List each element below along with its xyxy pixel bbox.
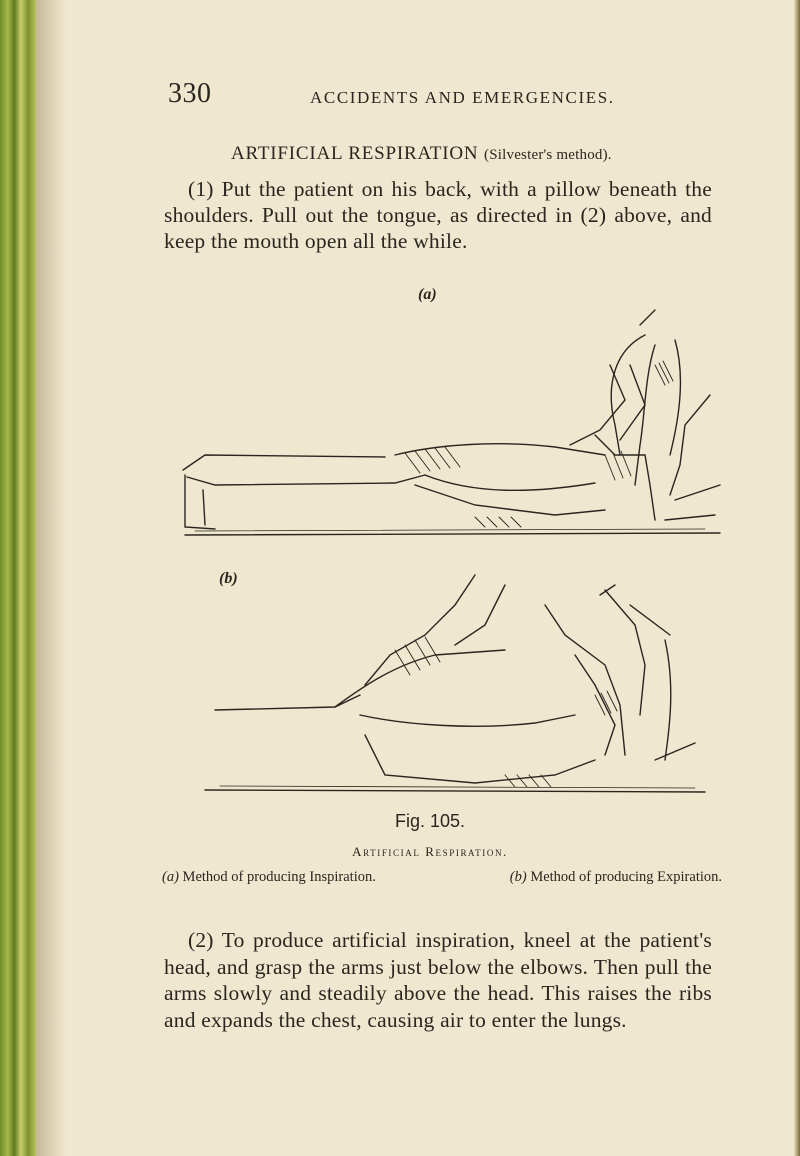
gutter-shadow	[36, 0, 66, 1156]
paragraph-step-2: (2) To produce artificial inspiration, kneel at the patient's head, and grasp the arms just below the elbows. Then pull the arms slowly and steadily above the head. This raises the ribs and expands the chest, causing air to enter the lungs.	[164, 928, 712, 1032]
section-title-main: ARTIFICIAL RESPIRATION	[231, 143, 479, 164]
running-head: ACCIDENTS AND EMERGENCIES.	[310, 88, 615, 107]
figure-illustration	[175, 305, 735, 805]
figure-panel-b-label: (b)	[219, 570, 238, 587]
figure-number: Fig. 105.	[394, 811, 466, 831]
book-binding-edge	[0, 0, 36, 1156]
section-title-method: (Silvester's method).	[484, 147, 612, 163]
legend-item-a	[162, 869, 376, 886]
panel-a-inspiration-drawing	[183, 310, 720, 535]
legend-a-key: (a)	[162, 869, 179, 885]
section-title	[231, 143, 612, 165]
figure-panel-a-label: (a)	[418, 286, 437, 303]
legend-b-text: Method of producing Expiration.	[530, 869, 722, 885]
legend-b-key: (b)	[509, 869, 527, 885]
figure-legend	[162, 869, 722, 886]
page-number: 330	[168, 78, 212, 109]
page-edge	[794, 0, 800, 1156]
legend-a-text: Method of producing Inspiration.	[182, 869, 376, 885]
panel-b-expiration-drawing	[205, 575, 705, 792]
figure-title: Artificial Respiration.	[352, 844, 508, 859]
paragraph-step-1: (1) Put the patient on his back, with a pillow beneath the shoulders. Pull out the tongue, as directed in (2) above, and keep the mouth open all the while.	[164, 177, 712, 253]
legend-item-b	[510, 869, 722, 886]
